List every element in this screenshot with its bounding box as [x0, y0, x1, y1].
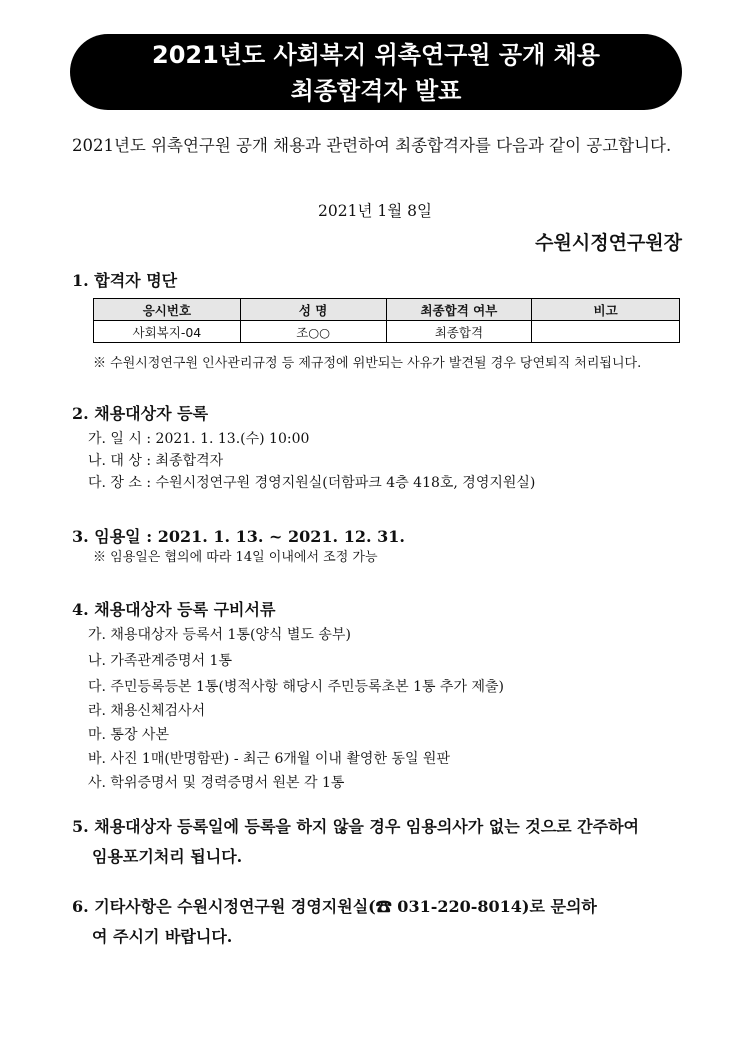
cell-remark — [532, 321, 680, 343]
col-header-exam-no: 응시번호 — [94, 299, 241, 321]
section-3-note: ※ 임용일은 협의에 따라 14일 이내에서 조정 가능 — [93, 550, 378, 565]
section-6-line-2: 여 주시기 바랍니다. — [92, 927, 233, 946]
announcement-date: 2021년 1월 8일 — [318, 202, 432, 220]
table-row — [94, 321, 680, 343]
signature: 수원시정연구원장 — [535, 232, 682, 254]
cell-name: 조○○ — [240, 321, 386, 343]
col-header-name: 성 명 — [240, 299, 386, 321]
list-item: 마. 통장 사본 — [88, 727, 169, 743]
list-item: 다. 주민등록등본 1통(병적사항 해당시 주민등록초본 1통 추가 제출) — [88, 679, 504, 695]
cell-result: 최종합격 — [386, 321, 532, 343]
title-banner — [70, 34, 682, 110]
col-header-result: 최종합격 여부 — [386, 299, 532, 321]
section-1-note: ※ 수원시정연구원 인사관리규정 등 제규정에 위반되는 사유가 발견될 경우 당연퇴직 처리됩니다. — [93, 356, 642, 371]
list-item: 가. 일 시 : 2021. 1. 13.(수) 10:00 — [88, 431, 310, 447]
section-3-heading: 3. 임용일 : 2021. 1. 13. ~ 2021. 12. 31. — [72, 527, 405, 546]
table-header-row — [94, 299, 680, 321]
list-item: 사. 학위증명서 및 경력증명서 원본 각 1통 — [88, 775, 345, 791]
title-line-2: 최종합격자 발표 — [290, 77, 462, 105]
section-5-line-1: 5. 채용대상자 등록일에 등록을 하지 않을 경우 임용의사가 없는 것으로 간주하여 — [72, 817, 639, 836]
title-line-1: 2021년도 사회복지 위촉연구원 공개 채용 — [152, 41, 600, 69]
list-item: 라. 채용신체검사서 — [88, 703, 206, 719]
list-item: 다. 장 소 : 수원시정연구원 경영지원실(더함파크 4층 418호, 경영지원실) — [88, 475, 536, 491]
list-item: 나. 대 상 : 최종합격자 — [88, 453, 224, 469]
list-item: 나. 가족관계증명서 1통 — [88, 653, 232, 669]
section-4-heading: 4. 채용대상자 등록 구비서류 — [72, 600, 276, 619]
section-6-line-1: 6. 기타사항은 수원시정연구원 경영지원실(☎ 031-220-8014)로 문의하 — [72, 897, 597, 916]
cell-exam-no: 사회복지-04 — [94, 321, 241, 343]
section-2-heading: 2. 채용대상자 등록 — [72, 404, 209, 423]
list-item: 가. 채용대상자 등록서 1통(양식 별도 송부) — [88, 627, 351, 643]
col-header-remark: 비고 — [532, 299, 680, 321]
section-5-line-2: 임용포기처리 됩니다. — [92, 847, 243, 866]
section-1-heading: 1. 합격자 명단 — [72, 271, 178, 290]
list-item: 바. 사진 1매(반명함판) - 최근 6개월 이내 촬영한 동일 원판 — [88, 751, 450, 767]
result-table — [93, 298, 680, 343]
intro-text: 2021년도 위촉연구원 공개 채용과 관련하여 최종합격자를 다음과 같이 공고합니다. — [72, 136, 672, 155]
